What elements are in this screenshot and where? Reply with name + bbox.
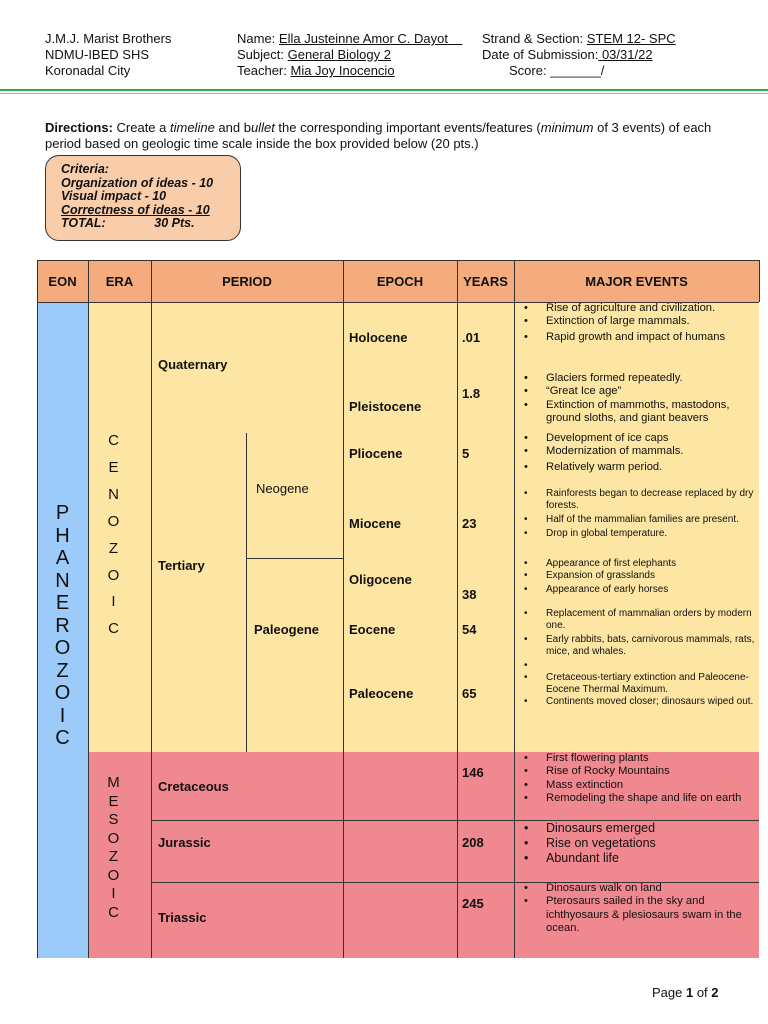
strand-row [482,31,676,47]
event-item: • First flowering plants [522,752,758,765]
event-item: • Expansion of grasslands [522,570,758,582]
criteria-box [45,155,241,241]
vertical-letter: E [108,458,119,476]
vertical-letter: E [55,592,70,614]
strand-label: Strand & Section: [482,31,584,46]
header-eon: EON [37,260,88,302]
vertical-letter: O [107,829,120,847]
event-item: • Rainforests began to decrease replaced by dry forests. [522,488,758,512]
period-quaternary: Quaternary [158,357,228,372]
vertical-letter: S [108,811,119,828]
period-jurassic: Jurassic [158,835,211,850]
vertical-letter: N [55,569,70,592]
name-row [237,31,462,47]
events-eocene [522,608,758,672]
vertical-letter: M [107,774,120,791]
period-cretaceous: Cretaceous [158,779,229,794]
event-item: • Replacement of mammalian orders by modern one. [522,608,758,632]
date-row [482,47,653,63]
years-value: 38 [462,587,477,602]
epoch-holocene: Holocene [349,330,408,345]
vertical-letter: O [107,512,120,530]
vertical-letter: O [107,566,120,584]
years-value: 245 [462,896,484,911]
years-value: 54 [462,622,477,637]
green-rule-bottom [0,93,768,94]
eon-label [37,502,88,750]
event-item: • Drop in global temperature. [522,528,758,540]
strand-value: STEM 12- SPC [586,31,676,46]
vertical-letter: I [59,704,66,727]
school-line: Koronadal City [45,63,131,78]
events-pleistocene [522,372,758,426]
vertical-letter: R [55,614,70,637]
score-row [509,63,604,79]
vertical-letter: Z [56,659,69,682]
vertical-letter: O [107,866,120,884]
vertical-letter: I [111,885,116,902]
vertical-letter: C [108,903,119,921]
years-value: 208 [462,835,484,850]
events-miocene [522,488,758,540]
epoch-pliocene: Pliocene [349,446,403,461]
event-item: • Remodeling the shape and life on earth [522,792,758,805]
event-item: • Abundant life [522,851,758,866]
event-item: • Mass extinction [522,779,758,792]
vertical-letter: H [55,524,70,547]
era-mesozoic-label [88,774,139,922]
event-item: • Continents moved closer; dinosaurs wiped out. [522,696,758,708]
event-item: • Modernization of mammals. [522,445,758,458]
vertical-letter: O [54,637,71,659]
event-item: • “Great Ice age” [522,385,758,398]
header-major-events: MAJOR EVENTS [514,260,759,302]
name-value: Ella Justeinne Amor C. Dayot [278,31,448,46]
event-item: • Development of ice caps [522,432,758,445]
page-number: Page 1 of 2 [652,985,719,1000]
vertical-letter: Z [108,848,119,865]
vertical-letter: C [108,620,119,638]
vertical-letter: E [108,792,119,810]
events-triassic [522,882,758,936]
event-item: • Half of the mammalian families are present. [522,514,758,526]
period-tertiary: Tertiary [158,558,205,573]
event-item: • Appearance of first elephants [522,558,758,570]
epoch-paleocene: Paleocene [349,686,414,701]
score-label: Score: _______/ [509,63,605,78]
date-value: 03/31/22 [598,47,653,62]
period-neogene: Neogene [256,481,309,496]
event-item: • Extinction of mammoths, mastodons, ground sloths, and giant beavers [522,399,758,426]
header-epoch: EPOCH [343,260,457,302]
directions: Directions: Create a timeline and bullet the corresponding important events/features (minimum of 3 events) of each period based on geologic time scale inside the box provided below (20 pts.) [45,120,712,151]
event-item: • Extinction of large mammals. [522,315,758,328]
event-item: • Appearance of early horses [522,584,758,596]
period-triassic: Triassic [158,910,207,925]
header-era: ERA [88,260,151,302]
event-item [522,660,758,672]
vertical-letter: N [108,485,119,503]
event-item: • Dinosaurs walk on land [522,882,758,895]
date-label: Date of Submission: [482,47,599,62]
school-line: NDMU-IBED SHS [45,47,150,62]
years-value: .01 [462,330,481,345]
vertical-letter: C [55,727,70,749]
years-value: 5 [462,446,470,461]
vertical-letter: P [55,502,70,524]
epoch-eocene: Eocene [349,622,396,637]
header-period: PERIOD [151,260,343,302]
school-info [45,31,171,79]
criteria-line: Organization of ideas - 10 [61,175,214,190]
events-holocene [522,302,758,344]
event-item: • Early rabbits, bats, carnivorous mammals, rats, mice, and whales. [522,634,758,658]
events-pliocene [522,432,758,474]
event-item: • Rise of agriculture and civilization. [522,302,758,315]
vertical-letter: I [111,593,116,611]
years-value: 1.8 [462,386,481,401]
years-value: 65 [462,686,477,701]
event-item: • Rise of Rocky Mountains [522,765,758,778]
header-years: YEARS [457,260,514,302]
criteria-total: TOTAL: 30 Pts. [61,216,195,231]
event-item: • Glaciers formed repeatedly. [522,372,758,385]
event-item: • Relatively warm period. [522,461,758,474]
green-rule-top [0,89,768,91]
epoch-oligocene: Oligocene [349,572,412,587]
school-line: J.M.J. Marist Brothers [45,31,172,46]
era-cenozoic-label [88,428,139,643]
events-oligocene [522,558,758,596]
directions-label: Directions: [45,120,113,135]
criteria-line: Correctness of ideas - 10 [61,202,210,217]
subject-value: General Biology 2 [287,47,391,62]
period-paleogene: Paleogene [254,622,320,637]
criteria-line: Visual impact - 10 [61,189,167,204]
event-item: • Rise on vegetations [522,836,758,851]
subject-label: Subject: [237,47,284,62]
event-item: • Dinosaurs emerged [522,821,758,836]
vertical-letter: O [54,682,71,704]
event-item: • Cretaceous-tertiary extinction and Paleocene- Eocene Thermal Maximum. [522,672,758,696]
name-label: Name: [237,31,276,46]
subject-row [237,47,391,63]
vertical-letter: A [55,547,70,569]
years-value: 23 [462,516,477,531]
vertical-letter: Z [108,539,119,557]
teacher-row [237,63,395,79]
vertical-letter: C [108,432,119,449]
teacher-label: Teacher: [237,63,287,78]
events-cretaceous [522,752,758,806]
epoch-pleistocene: Pleistocene [349,399,422,414]
criteria-title: Criteria: [61,162,109,176]
event-item: • Pterosaurs sailed in the sky and ichthyosaurs & plesiosaurs swam in the ocean. [522,895,758,935]
event-item: • Rapid growth and impact of humans [522,331,758,344]
events-jurassic [522,821,758,866]
years-value: 146 [462,765,484,780]
teacher-value: Mia Joy Inocencio [290,63,395,78]
events-paleocene [522,672,758,708]
epoch-miocene: Miocene [349,516,402,531]
